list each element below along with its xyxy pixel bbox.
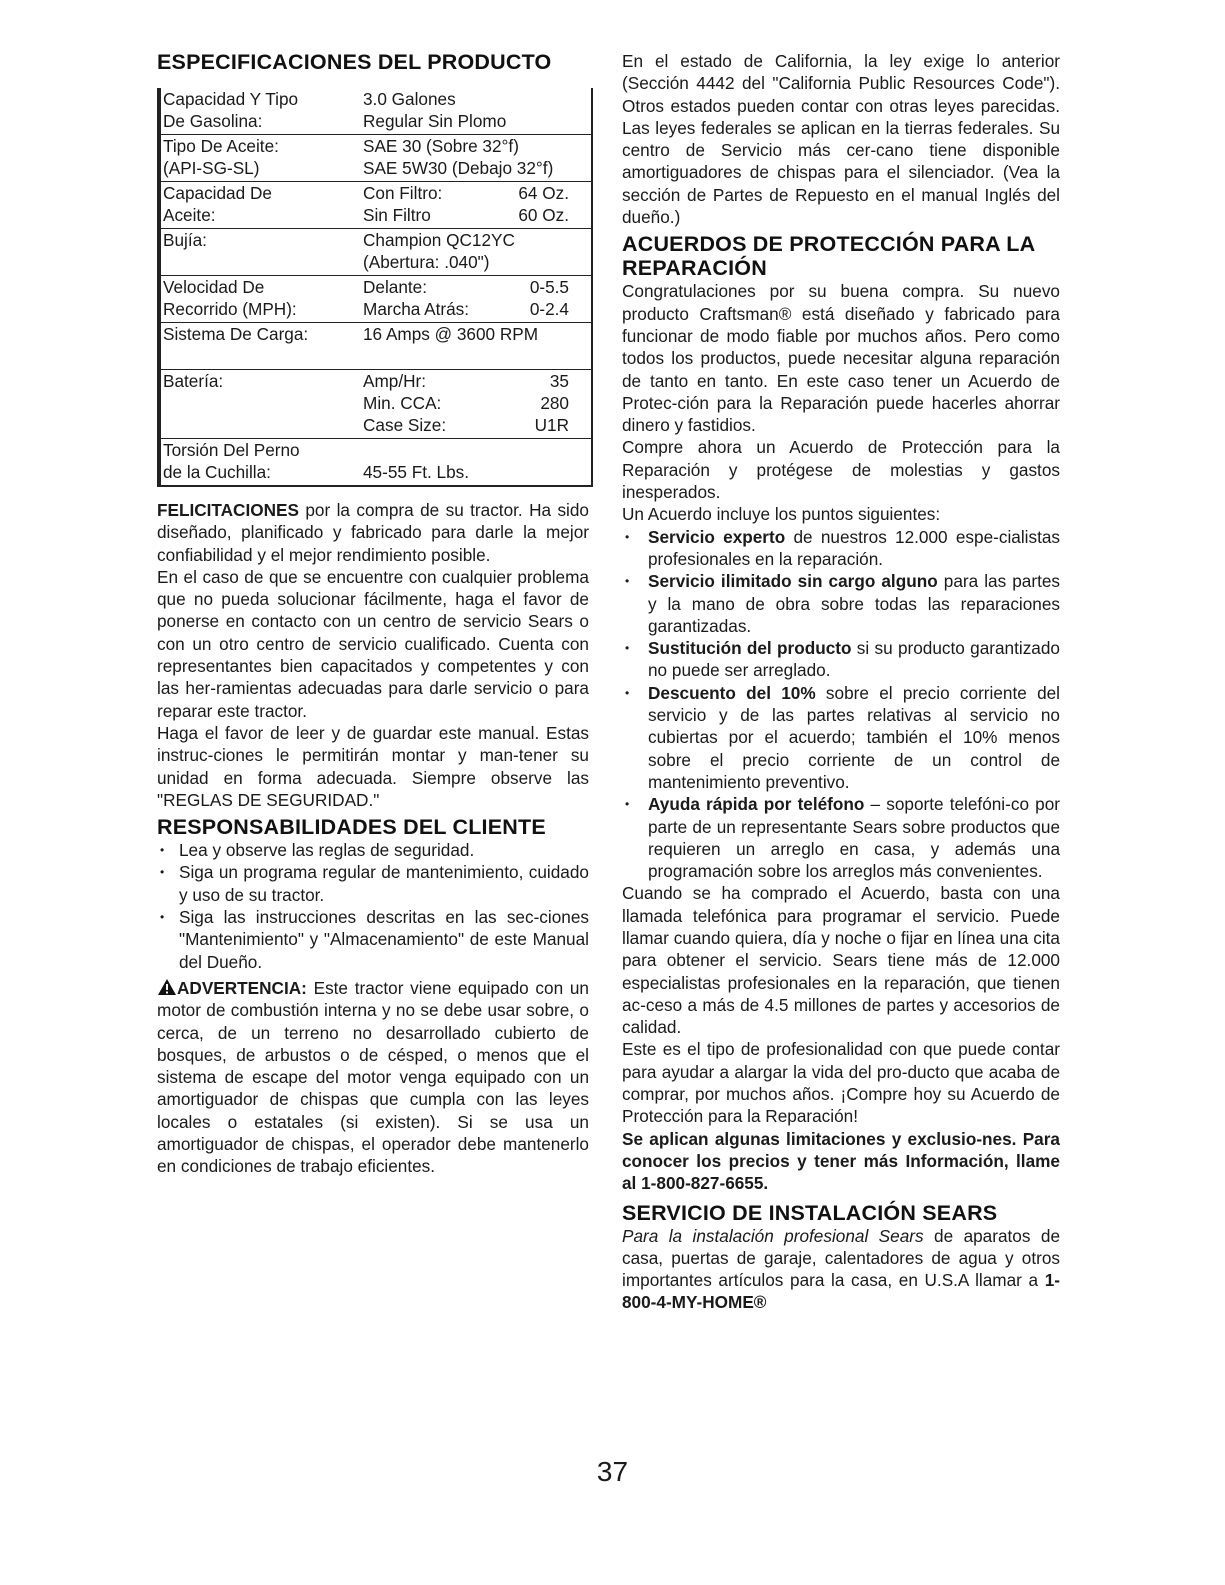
list-item: • Siga las instrucciones descritas en las sec-ciones "Mantenimiento" y "Almacenamiento" de este Manual del Dueño. — [157, 906, 589, 973]
agreement-paragraph-5: Este es el tipo de profesionalidad con que puede contar para ayudar a alargar la vida del pro-ducto que acaba de comprar, por muchos años. ¡Compre hoy su Acuerdo de Protección para la Reparación! — [622, 1039, 1060, 1127]
spec-value: Con Filtro: — [363, 183, 443, 203]
list-item — [622, 570, 1060, 637]
list-item — [622, 682, 1060, 793]
spec-value: Marcha Atrás: — [363, 299, 470, 319]
table-row — [159, 439, 592, 487]
list-item — [622, 793, 1060, 882]
spec-label: Velocidad De — [163, 277, 265, 297]
table-row — [159, 276, 592, 323]
spec-label: Torsión Del Perno — [163, 440, 300, 460]
spec-value: Champion QC12YC — [363, 230, 515, 250]
spec-label-cell — [159, 88, 361, 135]
installation-text: de aparatos de casa, puertas de garaje, calentadores de agua y otros importantes artículos para la casa, en U.S.A llamar a — [622, 1225, 1060, 1291]
spec-value-number: 64 Oz. — [518, 183, 569, 203]
congrats-text: por la compra de su tractor. Ha sido diseñado, planificado y fabricado para darle la mejor confiabilidad y el mejor rendimiento posible. — [157, 500, 589, 565]
installation-phone: 1-800-4-MY-HOME® — [622, 1270, 1060, 1313]
spec-value-line — [363, 157, 591, 179]
table-row — [159, 135, 592, 182]
spec-value: 3.0 Galones — [363, 89, 456, 109]
spec-value: SAE 5W30 (Debajo 32°f) — [363, 158, 554, 178]
table-row — [159, 323, 592, 370]
spec-label: Capacidad De — [163, 183, 272, 203]
installation-paragraph — [622, 1225, 1060, 1314]
spec-label — [163, 414, 361, 436]
agreement-paragraph-2: Compre ahora un Acuerdo de Protección para la Reparación y protégese de molestias y gastos inesperados. — [622, 437, 1060, 503]
spec-value-number: 0-2.4 — [529, 299, 569, 319]
limitations-notice: Se aplican algunas limitaciones y exclusio-nes. Para conocer los precios y tener más Información, llame al 1-800-827-6655. — [622, 1128, 1060, 1194]
spec-value-line — [363, 461, 591, 483]
spec-value-line — [363, 229, 591, 251]
benefit-text: sobre el precio corriente del servicio y de las partes relativas al servicio no cubiertas por el acuerdo; también el 10% menos sobre el precio corriente de un control de mantenimiento preventivo. — [648, 682, 1061, 792]
list-item: • Lea y observe las reglas de seguridad. — [157, 839, 589, 861]
spec-label — [163, 251, 361, 273]
specifications-table — [157, 88, 593, 487]
spec-value-cell — [361, 182, 592, 229]
left-column — [157, 50, 589, 1178]
spec-label-cell — [159, 323, 361, 370]
spec-value-line — [363, 414, 591, 436]
benefit-bold: Servicio ilimitado sin cargo alguno — [648, 571, 938, 592]
table-row — [159, 370, 592, 439]
spec-value-line — [363, 204, 591, 226]
spec-label: Batería: — [163, 371, 224, 391]
benefit-bold: Ayuda rápida por teléfono — [648, 794, 865, 815]
specifications-heading: ESPECIFICACIONES DEL PRODUCTO — [157, 50, 552, 74]
california-paragraph: En el estado de California, la ley exige lo anterior (Sección 4442 del "California Public Resources Code"). Otros estados pueden contar con otras leyes parecidas. Las leyes federales se aplican en la tierras federales. Su centro de Servicio más cer-cano tiene disponible amortiguadores de chispas para el silenciador. (Vea la sección de Partes de Repuesto en el manual Inglés del dueño.) — [622, 51, 1060, 228]
service-paragraph: En el caso de que se encuentre con cualquier problema que no pueda solucionar fácilmente, haga el favor de ponerse en contacto con un centro de servicio Sears o con un otro centro de servicio cualificado. Cuenta con representantes bien capacitados y competentes y con las her-ramientas adecuadas para darle servicio o para reparar este tractor. — [157, 566, 589, 721]
spec-value-cell — [361, 229, 592, 276]
spec-value-line — [363, 439, 591, 461]
warning-paragraph — [157, 977, 589, 1178]
spec-value-line — [363, 88, 591, 110]
spec-value: Delante: — [363, 277, 428, 297]
page-number: 37 — [596, 1456, 629, 1487]
spec-value-line — [363, 323, 591, 345]
spec-value: Case Size: — [363, 415, 447, 435]
spec-value-line — [363, 110, 591, 132]
spec-value-cell — [361, 323, 592, 370]
spec-value-number: 0-5.5 — [529, 277, 569, 297]
congrats-paragraph — [157, 499, 589, 566]
spec-value: 16 Amps @ 3600 RPM — [363, 324, 539, 344]
spec-value-line — [363, 276, 591, 298]
spec-label-cell — [159, 229, 361, 276]
spec-label: (API-SG-SL) — [163, 158, 260, 178]
spec-label-cell — [159, 276, 361, 323]
benefit-text: de nuestros 12.000 espe-cialistas profesionales en la reparación. — [648, 526, 1060, 569]
agreement-paragraph-1: Congratulaciones por su buena compra. Su nuevo producto Craftsman® está diseñado y fabricado para funcionar de modo fiable por muchos años. Pero como todos los productos, puede necesitar alguna reparación de tanto en tanto. En este caso tener un Acuerdo de Protec-ción para la Reparación puede hacerles ahorrar dinero y fastidios. — [622, 281, 1060, 436]
list-item: • Siga un programa regular de mantenimiento, cuidado y uso de su tractor. — [157, 861, 589, 906]
spec-value-cell — [361, 439, 592, 487]
spec-value-line — [363, 370, 591, 392]
spec-label — [163, 392, 361, 414]
spec-value-number: U1R — [534, 415, 569, 435]
benefit-bold: Servicio experto — [648, 526, 786, 547]
spec-value-line — [363, 251, 591, 273]
spec-label: Capacidad Y Tipo — [163, 89, 299, 109]
spec-label-cell — [159, 370, 361, 439]
spec-value: Amp/Hr: — [363, 371, 427, 391]
benefit-bold: Descuento del 10% — [648, 682, 816, 703]
repair-agreement-heading: ACUERDOS DE PROTECCIÓN PARA LA REPARACIÓN — [622, 232, 1035, 281]
congrats-bold: FELICITACIONES — [157, 500, 299, 520]
spec-label-cell — [159, 135, 361, 182]
table-row — [159, 229, 592, 276]
spec-value: Sin Filtro — [363, 205, 431, 225]
list-item — [622, 526, 1060, 571]
responsibilities-heading: RESPONSABILIDADES DEL CLIENTE — [157, 815, 546, 840]
spec-value-cell — [361, 88, 592, 135]
warning-bold: ADVERTENCIA: — [177, 977, 307, 998]
list-item — [622, 637, 1060, 682]
spec-value-number: 280 — [540, 393, 569, 413]
installation-heading: SERVICIO DE INSTALACIÓN SEARS — [622, 1200, 998, 1225]
manual-paragraph: Haga el favor de leer y de guardar este manual. Estas instruc-ciones le permitirán montar y man-tener su unidad en forma adecuada. Siempre observe las "REGLAS DE SEGURIDAD." — [157, 722, 589, 810]
right-column — [622, 50, 1060, 1314]
spec-label: de la Cuchilla: — [163, 462, 271, 482]
table-row — [159, 182, 592, 229]
spec-value: SAE 30 (Sobre 32°f) — [363, 136, 519, 156]
spec-value-line — [363, 298, 591, 320]
spec-label: Aceite: — [163, 205, 216, 225]
spec-value-line — [363, 135, 591, 157]
spec-value: Min. CCA: — [363, 393, 442, 413]
benefit-text: para las partes y la mano de obra sobre todas las reparaciones garantizadas. — [648, 571, 1061, 636]
spec-value: Regular Sin Plomo — [363, 111, 507, 131]
warning-text: Este tractor viene equipado con un motor de combustión interna y no se debe usar sobre, o cerca, de un terreno no desarrollado cubierto de bosques, de arbustos o de césped, o menos que el sistema de escape del motor venga equipado con un amortiguador de chispas que cumpla con las leyes locales o estatales (si existen). Si se usa un amortiguador de chispas, el operador debe mantenerlo en condiciones de trabajo eficientes. — [157, 977, 589, 1177]
spec-value-number: 60 Oz. — [518, 205, 569, 225]
spec-value-cell — [361, 135, 592, 182]
agreement-benefits-list — [622, 526, 1060, 883]
spec-value-cell — [361, 370, 592, 439]
responsibilities-list — [157, 839, 589, 973]
spec-label: Recorrido (MPH): — [163, 299, 297, 319]
spec-label-cell — [159, 439, 361, 487]
table-row — [159, 88, 592, 135]
agreement-paragraph-3: Un Acuerdo incluye los puntos siguientes: — [622, 504, 941, 525]
benefit-bold: Sustitución del producto — [648, 638, 852, 659]
benefit-text: – soporte telefóni-co por parte de un representante Sears sobre productos que requieren un arreglo en casa, y además una programación sobre los arreglos más convenientes. — [648, 794, 1060, 882]
spec-value-cell — [361, 276, 592, 323]
spec-value-line — [363, 392, 591, 414]
spec-label: Tipo De Aceite: — [163, 136, 279, 156]
spec-value: 45-55 Ft. Lbs. — [363, 462, 470, 482]
spec-value: (Abertura: .040") — [363, 252, 490, 272]
spec-label: De Gasolina: — [163, 111, 263, 131]
spec-label — [163, 345, 361, 367]
spec-value-number: 35 — [549, 371, 569, 391]
benefit-text: si su producto garantizado no puede ser arreglado. — [648, 638, 1060, 681]
agreement-paragraph-4: Cuando se ha comprado el Acuerdo, basta con una llamada telefónica para programar el servicio. Puede llamar cuando quiera, día y noche o fijar en línea una cita para obtener el servicio. Sears tiene más de 12.000 especialistas profesionales en la reparación, que tienen ac-ceso a más de 4.5 millones de partes y accesorios de calidad. — [622, 883, 1060, 1038]
warning-triangle-icon — [157, 978, 177, 996]
spec-label: Bujía: — [163, 230, 207, 250]
installation-italic: Para la instalación profesional Sears — [622, 1225, 924, 1246]
spec-label-cell — [159, 182, 361, 229]
spec-value-line — [363, 182, 591, 204]
spec-label: Sistema De Carga: — [163, 324, 309, 344]
